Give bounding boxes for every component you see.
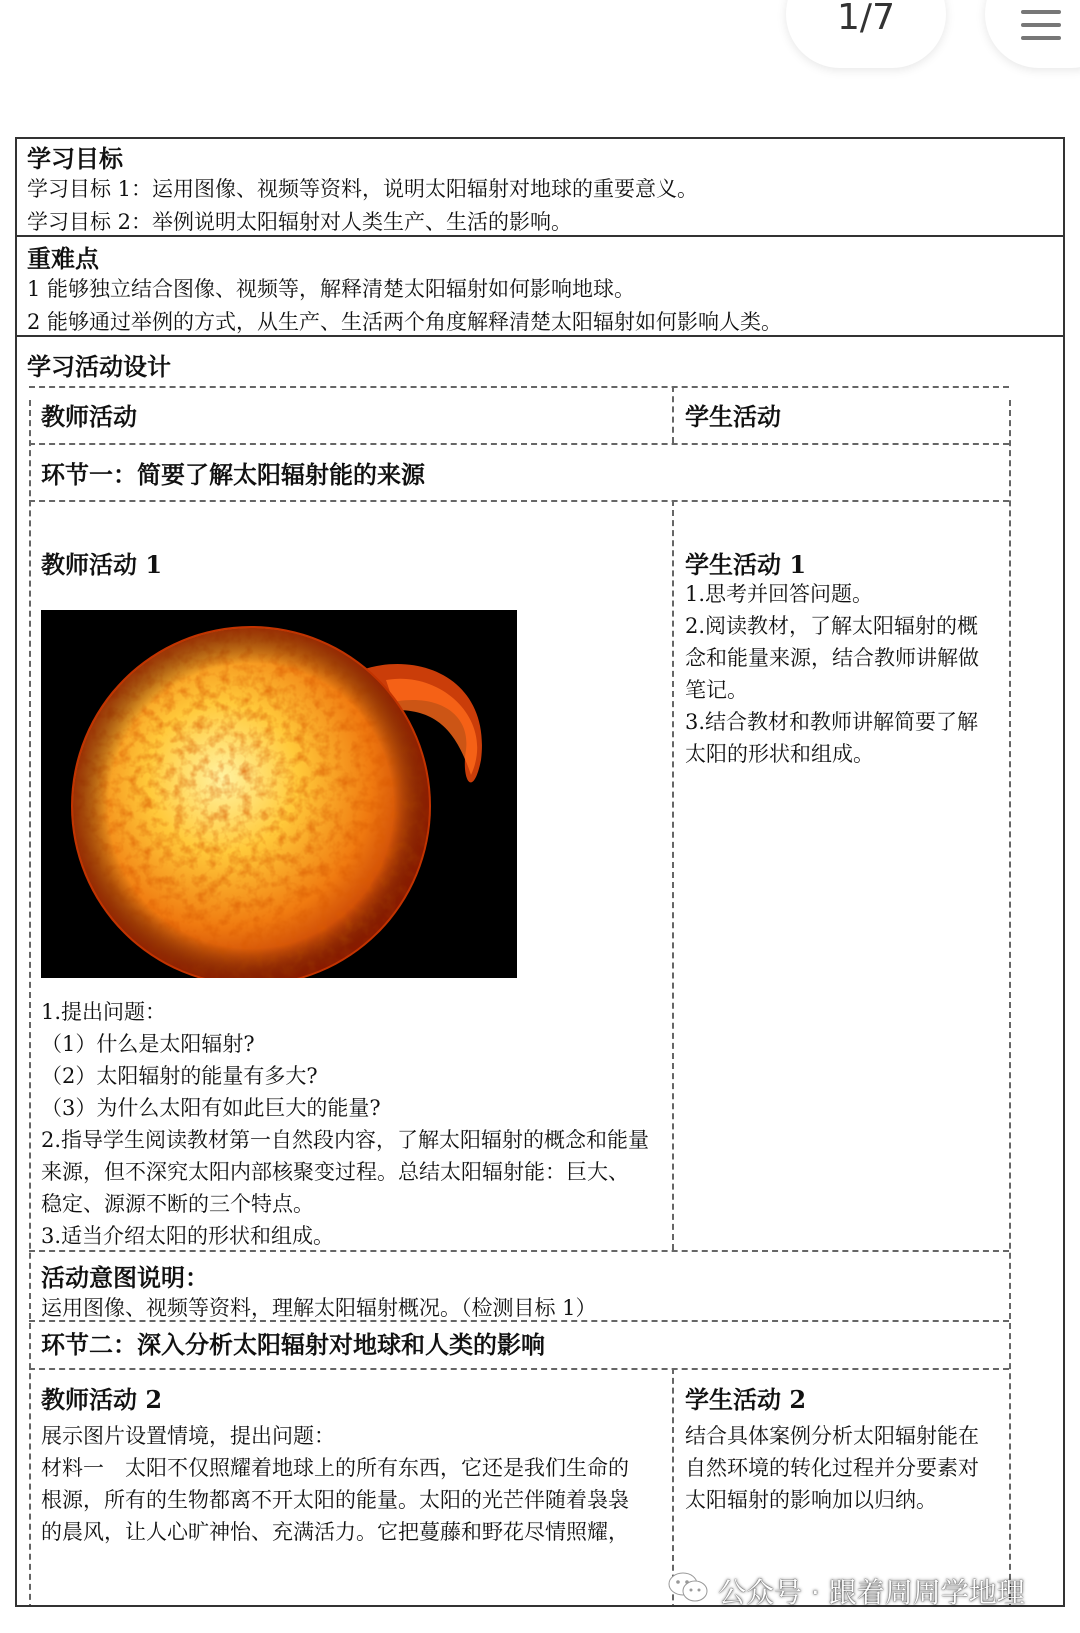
student-activity-2-line: 结合具体案例分析太阳辐射能在 (685, 1424, 979, 1448)
sun-image (41, 610, 517, 978)
teacher-activity-1-line: 稳定、源源不断的三个特点。 (41, 1192, 314, 1216)
student-activity-1-line: 1.思考并回答问题。 (685, 582, 874, 606)
teacher-activity-1-line: 2.指导学生阅读教材第一自然段内容，了解太阳辐射的概念和能量 (41, 1128, 650, 1152)
menu-button[interactable] (985, 0, 1080, 68)
teacher-activity-1-line: 1.提出问题： (41, 1000, 167, 1024)
col-header-student: 学生活动 (685, 402, 781, 431)
teacher-activity-1-line: 3.适当介绍太阳的形状和组成。 (41, 1224, 335, 1248)
teacher-activity-1-line: 来源，但不深究太阳内部核聚变过程。总结太阳辐射能：巨大、 (41, 1160, 629, 1184)
column-divider (672, 386, 674, 443)
goals-title: 学习目标 (27, 144, 123, 173)
viewer-toolbar (0, 0, 1080, 120)
table-border-left (29, 400, 31, 1607)
table-divider (29, 1250, 1009, 1252)
student-activity-1-line: 笔记。 (685, 678, 748, 702)
key-points-title: 重难点 (27, 244, 99, 273)
key-point-item-1: 1 能够独立结合图像、视频等，解释清楚太阳辐射如何影响地球。 (27, 277, 636, 301)
student-activity-2-title: 学生活动 2 (685, 1385, 807, 1414)
teacher-activity-1-title: 教师活动 1 (41, 550, 163, 579)
table-border-top (29, 386, 1009, 388)
table-divider (29, 500, 1009, 502)
table-divider (29, 1368, 1009, 1370)
goal-item-1: 学习目标 1：运用图像、视频等资料，说明太阳辐射对地球的重要意义。 (27, 177, 699, 201)
teacher-activity-1-line: （3）为什么太阳有如此巨大的能量? (41, 1096, 381, 1120)
teacher-activity-1-line: （2）太阳辐射的能量有多大? (41, 1064, 318, 1088)
student-activity-1-line: 念和能量来源，结合教师讲解做 (685, 646, 979, 670)
goal-item-2: 学习目标 2：举例说明太阳辐射对人类生产、生活的影响。 (27, 210, 573, 234)
table-border-right (1009, 400, 1011, 1607)
student-activity-1-line: 2.阅读教材，了解太阳辐射的概 (685, 614, 979, 638)
design-title: 学习活动设计 (27, 352, 171, 381)
table-divider (29, 443, 1009, 445)
divider (17, 335, 1063, 337)
intent-title: 活动意图说明： (41, 1263, 209, 1292)
watermark (668, 1570, 1025, 1611)
teacher-activity-2-line: 根源，所有的生物都离不开太阳的能量。太阳的光芒伴随着袅袅 (41, 1488, 629, 1512)
stage-1-title: 环节一：简要了解太阳辐射能的来源 (41, 460, 425, 489)
col-header-teacher: 教师活动 (41, 402, 137, 431)
teacher-activity-2-line: 的晨风，让人心旷神怡、充满活力。它把蔓藤和野花尽情照耀， (41, 1520, 629, 1544)
activity-table (29, 400, 1049, 1607)
wechat-icon (668, 1570, 708, 1611)
key-point-item-2: 2 能够通过举例的方式，从生产、生活两个角度解释清楚太阳辐射如何影响人类。 (27, 310, 783, 334)
stage-2-title: 环节二：深入分析太阳辐射对地球和人类的影响 (41, 1330, 545, 1359)
student-activity-2-line: 太阳辐射的影响加以归纳。 (685, 1488, 937, 1512)
lesson-plan-document (15, 137, 1065, 1607)
page-indicator[interactable] (786, 0, 946, 68)
student-activity-1-line: 3.结合教材和教师讲解简要了解 (685, 710, 979, 734)
student-activity-2-line: 自然环境的转化过程并分要素对 (685, 1456, 979, 1480)
page-indicator-label: 1/7 (837, 0, 895, 38)
divider (17, 235, 1063, 237)
teacher-activity-2-title: 教师活动 2 (41, 1385, 163, 1414)
column-divider (672, 500, 674, 1250)
intent-text: 运用图像、视频等资料，理解太阳辐射概况。（检测目标 1） (41, 1296, 597, 1320)
teacher-activity-2-line: 材料一 太阳不仅照耀着地球上的所有东西，它还是我们生命的 (41, 1456, 629, 1480)
teacher-activity-2-line: 展示图片设置情境，提出问题： (41, 1424, 335, 1448)
student-activity-1-title: 学生活动 1 (685, 550, 807, 579)
student-activity-1-line: 太阳的形状和组成。 (685, 742, 874, 766)
watermark-text: 公众号 · 跟着周周学地理 (718, 1575, 1025, 1609)
teacher-activity-1-line: （1）什么是太阳辐射? (41, 1032, 255, 1056)
